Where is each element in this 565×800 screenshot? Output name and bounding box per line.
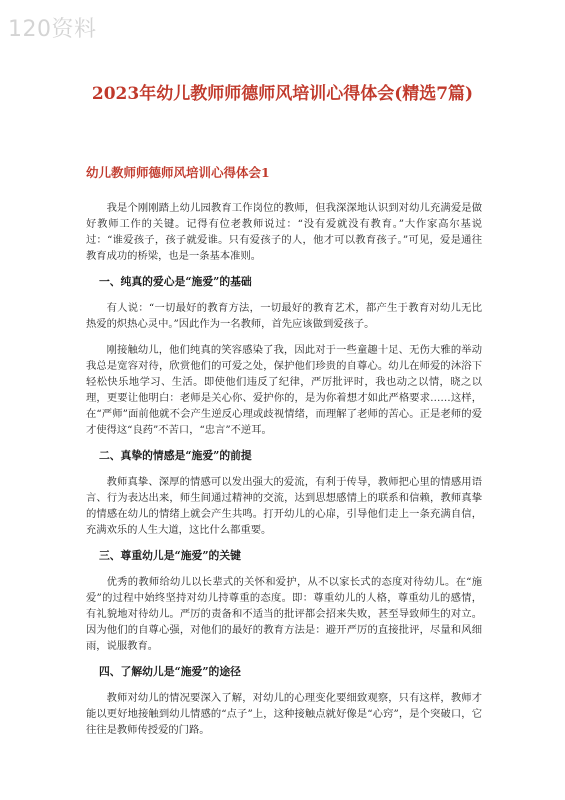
paragraph: 教师对幼儿的情况要深入了解，对幼儿的心理变化要细致观察，只有这样，教师才能以更好地接触到幼儿情感的“点子”上，这种接触点就好像是“心窍”，是个突破口，它往往是教师传授爱的门路。 [86, 692, 482, 736]
section-subtitle: 幼儿教师师德师风培训心得体会1 [86, 165, 270, 180]
section-heading: 四、了解幼儿是“施爱”的途径 [98, 665, 241, 678]
document-title: 2023年幼儿教师师德师风培训心得体会(精选7篇) [91, 84, 474, 104]
paragraph: 优秀的教师给幼儿以长辈式的关怀和爱护，从不以家长式的态度对待幼儿。在“施爱”的过程中始终坚持对幼儿持尊重的态度。即：尊重幼儿的人格，尊重幼儿的感情，有礼貌地对待幼儿。严厉的责备和不适当的批评都会招来失败，甚至导致师生的对立。因为他们的自尊心强，对他们的最好的教育方法是：避开严厉的直接批评，尽量和风细雨，说服教育。 [86, 576, 482, 652]
paragraph: 教师真挚、深厚的情感可以发出强大的爱流，有利于传导，教师把心里的情感用语言、行为表达出来，师生间通过精神的交流，达到思想感情上的联系和信赖，教师真挚的情感在幼儿的情绪上就会产生共鸣。打开幼儿的心扉，引导他们走上一条充满自信，充满欢乐的人生大道，这比什么都重要。 [86, 476, 482, 536]
section-heading: 二、真挚的情感是“施爱”的前提 [98, 449, 252, 462]
watermark: 120资料 [8, 17, 97, 42]
paragraph: 有人说：“一切最好的教育方法，一切最好的教育艺术，都产生于教育对幼儿无比热爱的炽热心灵中。”因此作为一名教师，首先应该做到爱孩子。 [86, 302, 482, 330]
document-body [86, 200, 482, 748]
section-heading: 一、纯真的爱心是“施爱”的基础 [98, 275, 252, 288]
section-heading: 三、尊重幼儿是“施爱”的关键 [98, 549, 241, 562]
paragraph: 刚接触幼儿，他们纯真的笑容感染了我，因此对于一些童趣十足、无伤大雅的举动我总是宽容对待，欣赏他们的可爱之处，保护他们珍贵的自尊心。幼儿在师爱的沐浴下轻松快乐地学习、生活。即使他们违反了纪律，严厉批评时，我也动之以情，晓之以理，更要让他明白：老师是关心你、爱护你的，是为你着想才如此严格要求……这样，在“严师”面前他就不会产生逆反心理或歧视情绪，而理解了老师的苦心。正是老师的爱才使得这“良药”不苦口，“忠言”不逆耳。 [86, 344, 482, 436]
paragraph: 我是个刚刚踏上幼儿园教育工作岗位的教师，但我深深地认识到对幼儿充满爱是做好教师工作的关键。记得有位老教师说过：“没有爱就没有教育。”大作家高尔基说过：“谁爱孩子，孩子就爱谁。只有爱孩子的人，他才可以教育孩子。”可见，爱是通往教育成功的桥梁，也是一条基本准则。 [86, 202, 482, 262]
